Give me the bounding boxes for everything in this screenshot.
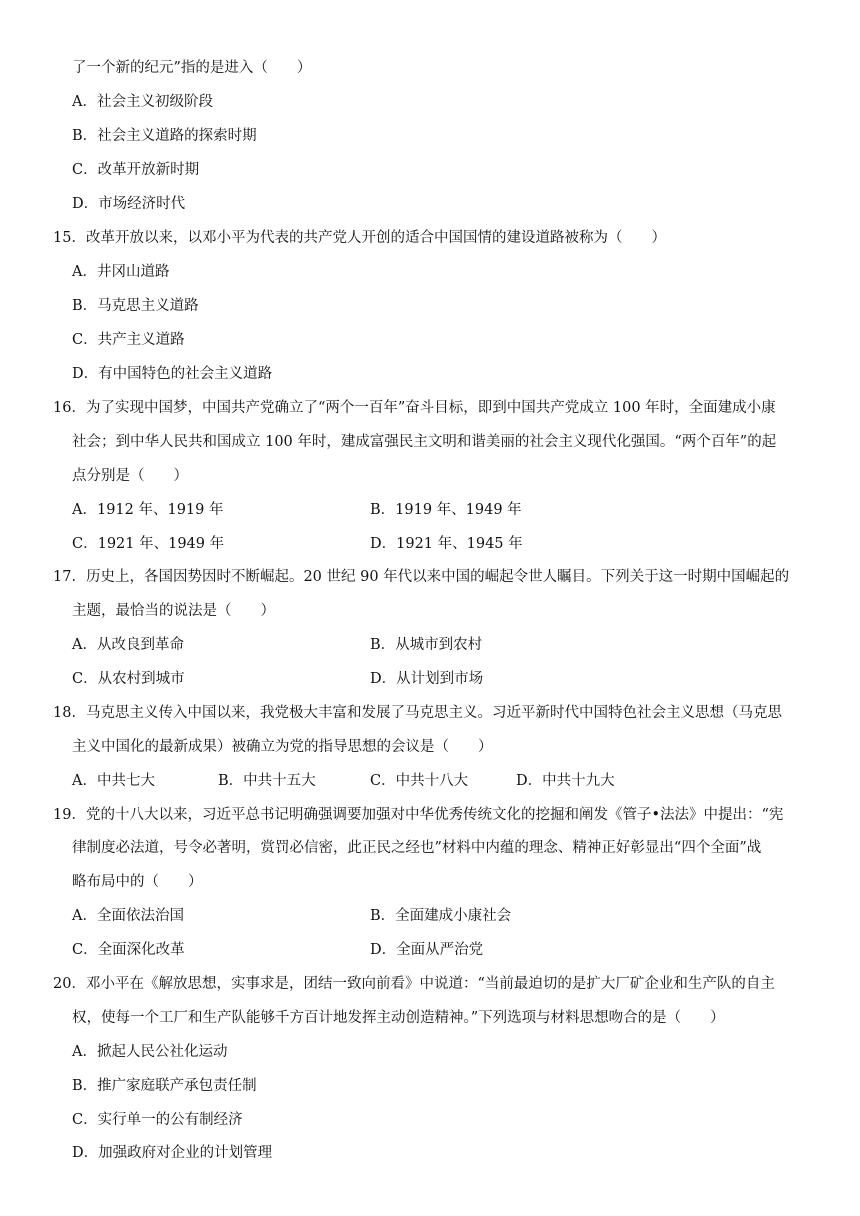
q19-option-d: D．全面从严治党 bbox=[370, 942, 484, 958]
q20-option-a: A．掀起人民公社化运动 bbox=[72, 1044, 228, 1060]
q14-option-d: D．市场经济时代 bbox=[72, 196, 186, 212]
question-14-continuation: 了一个新的纪元”指的是进入（ ） bbox=[72, 60, 312, 76]
q15-option-a: A．井冈山道路 bbox=[72, 264, 170, 280]
q18-option-a: A．中共七大 bbox=[72, 773, 155, 789]
q15-option-d: D．有中国特色的社会主义道路 bbox=[72, 366, 273, 382]
question-18-stem-line-2: 主义中国化的最新成果）被确立为党的指导思想的会议是（ ） bbox=[72, 739, 493, 755]
q19-option-a: A．全面依法治国 bbox=[72, 908, 184, 924]
q17-option-d: D．从计划到市场 bbox=[370, 671, 484, 687]
question-16-stem-line-2: 社会；到中华人民共和国成立 100 年时，建成富强民主文明和谐美丽的社会主义现代化强国。“两个百年”的起 bbox=[72, 434, 777, 450]
question-16-stem-line-1: 16．为了实现中国梦，中国共产党确立了“两个一百年”奋斗目标，即到中国共产党成立 100 年时，全面建成小康 bbox=[53, 400, 776, 416]
q14-option-a: A．社会主义初级阶段 bbox=[72, 94, 213, 110]
q17-option-a: A．从改良到革命 bbox=[72, 637, 184, 653]
question-17-stem-line-2: 主题，最恰当的说法是（ ） bbox=[72, 603, 275, 619]
question-15-stem: 15．改革开放以来，以邓小平为代表的共产党人开创的适合中国国情的建设道路被称为（ ） bbox=[53, 230, 666, 246]
q15-option-c: C．共产主义道路 bbox=[72, 332, 185, 348]
q16-option-d: D．1921 年、1945 年 bbox=[370, 536, 523, 552]
question-19-stem-line-3: 略布局中的（ ） bbox=[72, 874, 203, 890]
q17-option-c: C．从农村到城市 bbox=[72, 671, 185, 687]
q18-option-d: D．中共十九大 bbox=[516, 773, 615, 789]
q16-option-a: A．1912 年、1919 年 bbox=[72, 502, 224, 518]
q16-option-c: C．1921 年、1949 年 bbox=[72, 536, 225, 552]
q17-option-b: B．从城市到农村 bbox=[370, 637, 483, 653]
q18-option-c: C．中共十八大 bbox=[370, 773, 469, 789]
q16-option-b: B．1919 年、1949 年 bbox=[370, 502, 522, 518]
question-19-stem-line-1: 19．党的十八大以来，习近平总书记明确强调要加强对中华优秀传统文化的挖掘和阐发《管子•法法》中提出：“宪 bbox=[53, 807, 784, 823]
q20-option-d: D．加强政府对企业的计划管理 bbox=[72, 1145, 273, 1161]
q18-option-b: B．中共十五大 bbox=[218, 773, 316, 789]
q20-option-c: C．实行单一的公有制经济 bbox=[72, 1112, 243, 1128]
q20-option-b: B．推广家庭联产承包责任制 bbox=[72, 1078, 257, 1094]
question-20-stem-line-1: 20．邓小平在《解放思想，实事求是，团结一致向前看》中说道：“当前最迫切的是扩大厂矿企业和生产队的自主 bbox=[53, 976, 775, 992]
question-16-stem-line-3: 点分别是（ ） bbox=[72, 468, 188, 484]
q15-option-b: B．马克思主义道路 bbox=[72, 298, 199, 314]
question-18-stem-line-1: 18．马克思主义传入中国以来，我党极大丰富和发展了马克思主义。习近平新时代中国特色社会主义思想（马克思 bbox=[53, 705, 782, 721]
q14-option-b: B．社会主义道路的探索时期 bbox=[72, 128, 257, 144]
question-17-stem-line-1: 17．历史上，各国因势因时不断崛起。20 世纪 90 年代以来中国的崛起令世人瞩目。下列关于这一时期中国崛起的 bbox=[53, 569, 790, 585]
question-19-stem-line-2: 律制度必法道，号令必著明，赏罚必信密，此正民之经也”材料中内蕴的理念、精神正好彰显出“四个全面”战 bbox=[72, 840, 762, 856]
question-20-stem-line-2: 权，使每一个工厂和生产队能够千方百计地发挥主动创造精神。”下列选项与材料思想吻合的是（ ） bbox=[72, 1010, 725, 1026]
q19-option-c: C．全面深化改革 bbox=[72, 942, 185, 958]
q19-option-b: B．全面建成小康社会 bbox=[370, 908, 512, 924]
q14-option-c: C．改革开放新时期 bbox=[72, 162, 200, 178]
